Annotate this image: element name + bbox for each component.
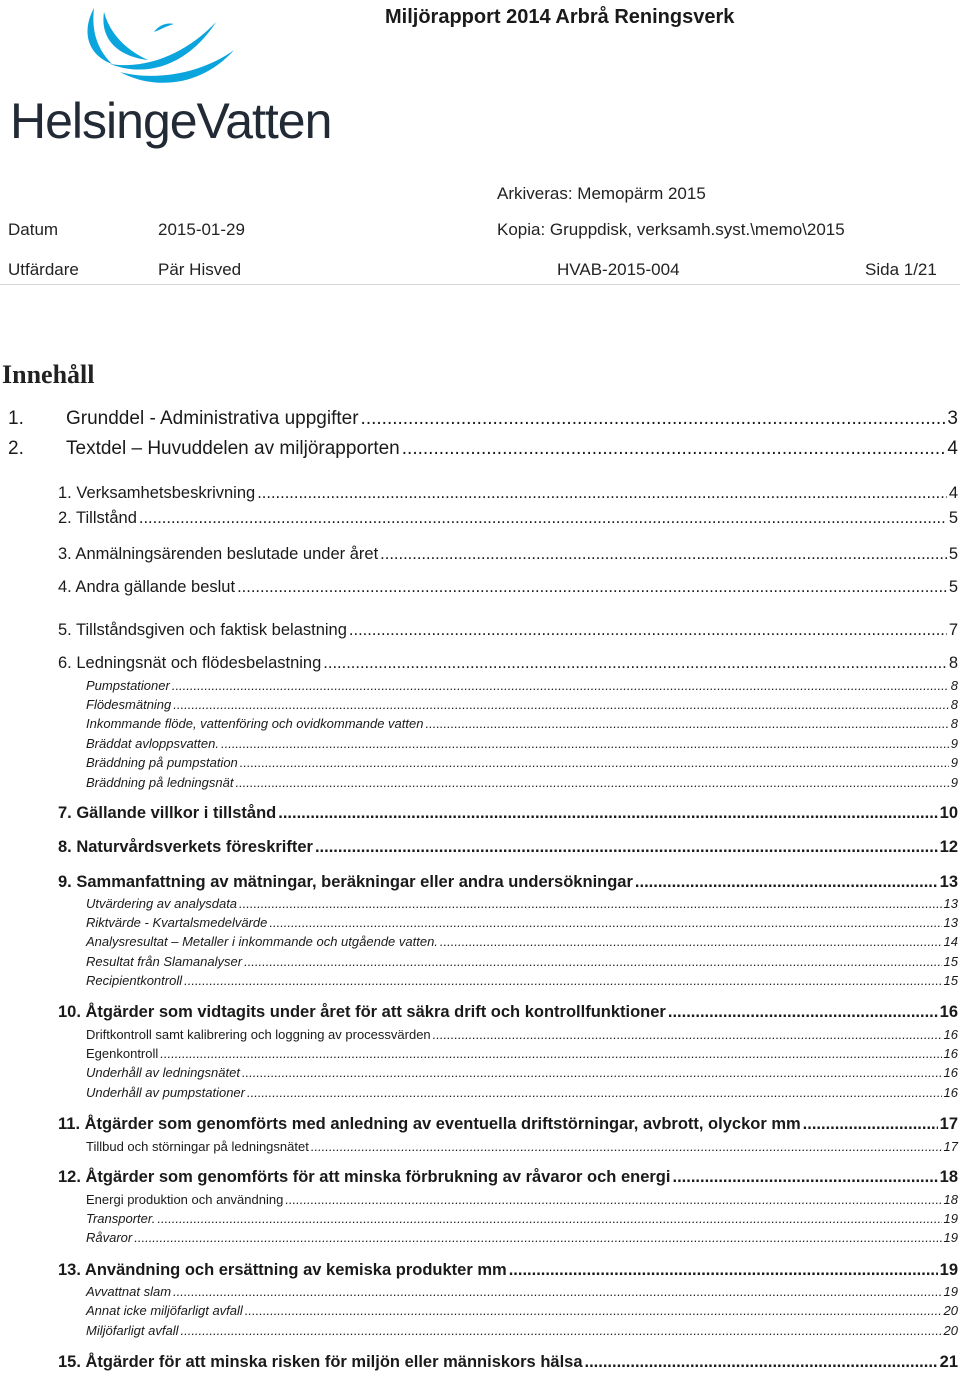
toc-entry[interactable] (86, 973, 958, 988)
toc-entry-number: 2. (8, 438, 24, 459)
toc-entry-page: 13 (943, 915, 958, 930)
toc-entry-page: 13 (943, 896, 958, 911)
toc-entry-number: 1. (8, 408, 24, 429)
toc-leader-dots (172, 678, 949, 693)
toc-entry[interactable] (58, 1261, 958, 1280)
toc-entry[interactable] (86, 1323, 958, 1338)
toc-entry-title: 8. Naturvårdsverkets föreskrifter (58, 838, 313, 856)
toc-entry-title: Egenkontroll (86, 1046, 159, 1061)
toc-entry-page: 16 (943, 1085, 958, 1100)
toc-leader-dots (349, 621, 947, 640)
toc-leader-dots (315, 838, 938, 857)
toc-entry-page: 3 (947, 408, 958, 429)
toc-entry-page: 5 (948, 578, 958, 596)
toc-entry-page: 9 (950, 736, 958, 751)
toc-leader-dots (239, 896, 942, 911)
toc-entry[interactable] (86, 1230, 958, 1245)
toc-entry-title: Grunddel - Administrativa uppgifter (66, 408, 359, 429)
toc-leader-dots (160, 1046, 941, 1061)
toc-leader-dots (247, 1085, 942, 1100)
toc-entry-title: 6. Ledningsnät och flödesbelastning (58, 654, 322, 672)
toc-entry-page: 9 (950, 775, 958, 790)
toc-entry[interactable] (86, 1139, 958, 1154)
toc-entry[interactable] (86, 775, 958, 790)
toc-entry-title: Energi produktion och användning (86, 1192, 284, 1207)
toc-entry-title: Recipientkontroll (86, 973, 183, 988)
toc-entry-title: 1. Verksamhetsbeskrivning (58, 484, 256, 502)
toc-entry[interactable] (58, 1353, 958, 1372)
toc-leader-dots (585, 1353, 938, 1372)
issuer-label: Utfärdare (8, 260, 79, 279)
toc-entry[interactable] (86, 1085, 958, 1100)
toc-entry-page: 20 (943, 1303, 958, 1318)
toc-entry-page: 19 (943, 1284, 958, 1299)
toc-entry[interactable] (86, 1065, 958, 1080)
toc-entry-page: 8 (950, 678, 958, 693)
toc-entry-page: 19 (943, 1230, 958, 1245)
toc-leader-dots (509, 1261, 938, 1280)
toc-entry[interactable] (86, 1027, 958, 1042)
toc-entry-title: Analysresultat – Metaller i inkommande och utgående vatten. (86, 934, 438, 949)
toc-entry[interactable] (86, 1284, 958, 1299)
toc-leader-dots (635, 873, 938, 892)
toc-entry-title: 2. Tillstånd (58, 509, 137, 527)
header-divider (0, 284, 960, 285)
toc-entry-page: 4 (948, 484, 958, 502)
toc-leader-dots (323, 654, 947, 673)
toc-leader-dots (285, 1192, 941, 1207)
toc-entry-title: 12. Åtgärder som genomförts för att minska förbrukning av råvaror och energi (58, 1168, 671, 1186)
helsingevatten-logo (8, 2, 338, 150)
toc-entry-title: Flödesmätning (86, 697, 172, 712)
toc-entry[interactable] (86, 716, 958, 731)
toc-entry-page: 19 (939, 1261, 958, 1279)
toc-entry-title: Underhåll av ledningsnätet (86, 1065, 240, 1080)
toc-leader-dots (803, 1115, 938, 1134)
toc-entry-page: 12 (939, 838, 958, 856)
toc-entry[interactable] (86, 697, 958, 712)
toc-leader-dots (380, 545, 947, 564)
toc-heading: Innehåll (2, 360, 95, 389)
toc-entry-page: 15 (943, 973, 958, 988)
toc-entry-page: 8 (948, 654, 958, 672)
toc-entry-title: 11. Åtgärder som genomförts med anledning av eventuella driftstörningar, avbrott, olyckor mm (58, 1115, 801, 1133)
toc-entry-page: 16 (943, 1027, 958, 1042)
toc-entry[interactable] (58, 545, 958, 564)
issuer-value: Pär Hisved (158, 260, 242, 279)
toc-entry-page: 16 (943, 1065, 958, 1080)
toc-leader-dots (244, 954, 941, 969)
toc-entry-title: Inkommande flöde, vattenföring och ovidkommande vatten (86, 716, 424, 731)
toc-entry-page: 5 (948, 545, 958, 563)
toc-entry-title: 5. Tillståndsgiven och faktisk belastning (58, 621, 347, 639)
toc-entry-page: 7 (948, 621, 958, 639)
toc-leader-dots (139, 509, 947, 528)
date-value: 2015-01-29 (158, 220, 245, 239)
toc-entry-page: 18 (939, 1168, 958, 1186)
toc-entry-title: 13. Användning och ersättning av kemiska produkter mm (58, 1261, 507, 1279)
toc-entry[interactable] (86, 1211, 958, 1226)
toc-entry[interactable] (58, 873, 958, 892)
document-id: HVAB-2015-004 (557, 260, 680, 279)
toc-entry-page: 21 (939, 1353, 958, 1371)
toc-entry[interactable] (86, 1192, 958, 1207)
svg-text:HelsingeVatten: HelsingeVatten (10, 93, 332, 149)
toc-entry-title: Avvattnat slam (86, 1284, 172, 1299)
toc-entry-page: 16 (939, 1003, 958, 1021)
toc-entry[interactable] (58, 621, 958, 640)
toc-entry[interactable] (86, 934, 958, 949)
toc-entry[interactable] (86, 1046, 958, 1061)
toc-leader-dots (672, 1168, 937, 1187)
toc-entry-title: Driftkontroll samt kalibrering och loggning av processvärden (86, 1027, 431, 1042)
toc-entry[interactable] (58, 1115, 958, 1134)
toc-entry[interactable] (86, 736, 958, 751)
date-label: Datum (8, 220, 59, 239)
toc-entry-title: Underhåll av pumpstationer (86, 1085, 245, 1100)
toc-entry-title: 10. Åtgärder som vidtagits under året för att säkra drift och kontrollfunktioner (58, 1003, 666, 1021)
toc-entry-title: Bräddning på ledningsnät (86, 775, 234, 790)
toc-entry-page: 16 (943, 1046, 958, 1061)
toc-entry[interactable] (58, 484, 958, 503)
toc-entry-page: 4 (947, 438, 958, 459)
toc-leader-dots (184, 973, 941, 988)
toc-entry-title: Annat icke miljöfarligt avfall (86, 1303, 243, 1318)
toc-leader-dots (402, 438, 946, 460)
toc-entry-page: 17 (939, 1115, 958, 1133)
toc-entry-title: Tillbud och störningar på ledningsnätet (86, 1139, 309, 1154)
toc-entry-title: Pumpstationer (86, 678, 170, 693)
toc-entry-title: 4. Andra gällande beslut (58, 578, 236, 596)
page-indicator: Sida 1/21 (865, 260, 937, 279)
toc-leader-dots (173, 1284, 942, 1299)
toc-entry-page: 18 (943, 1192, 958, 1207)
toc-entry-page: 19 (943, 1211, 958, 1226)
toc-entry[interactable] (58, 1168, 958, 1187)
toc-entry[interactable] (58, 654, 958, 673)
toc-entry-page: 20 (943, 1323, 958, 1338)
toc-entry-title: Bräddat avloppsvatten. (86, 736, 219, 751)
toc-entry-page: 17 (943, 1139, 958, 1154)
toc-leader-dots (278, 804, 937, 823)
toc-entry-title: Riktvärde - Kvartalsmedelvärde (86, 915, 268, 930)
toc-entry-title: Miljöfarligt avfall (86, 1323, 179, 1338)
toc-entry-page: 8 (950, 716, 958, 731)
toc-leader-dots (440, 934, 942, 949)
toc-entry[interactable] (86, 896, 958, 911)
toc-entry-page: 15 (943, 954, 958, 969)
toc-entry[interactable] (8, 408, 958, 430)
toc-entry[interactable] (86, 678, 958, 693)
toc-entry-title: Råvaror (86, 1230, 133, 1245)
toc-leader-dots (257, 484, 947, 503)
toc-leader-dots (134, 1230, 941, 1245)
document-title: Miljörapport 2014 Arbrå Reningsverk (385, 6, 735, 28)
toc-entry-title: Textdel – Huvuddelen av miljörapporten (66, 438, 400, 459)
toc-leader-dots (237, 578, 947, 597)
toc-entry-title: 15. Åtgärder för att minska risken för miljön eller människors hälsa (58, 1353, 583, 1371)
toc-entry[interactable] (58, 578, 958, 597)
toc-entry-title: Utvärdering av analysdata (86, 896, 238, 911)
toc-leader-dots (245, 1303, 942, 1318)
toc-entry-title: Transporter. (86, 1211, 156, 1226)
water-bird-icon (88, 8, 234, 83)
toc-entry-page: 13 (939, 873, 958, 891)
toc-leader-dots (180, 1323, 941, 1338)
toc-leader-dots (235, 775, 948, 790)
toc-entry-page: 5 (948, 509, 958, 527)
toc-leader-dots (240, 755, 949, 770)
toc-leader-dots (173, 697, 948, 712)
toc-entry-title: 3. Anmälningsärenden beslutade under året (58, 545, 379, 563)
toc-leader-dots (425, 716, 948, 731)
toc-entry[interactable] (58, 838, 958, 857)
toc-entry-page: 8 (950, 697, 958, 712)
toc-leader-dots (361, 408, 946, 430)
toc-entry-page: 14 (943, 934, 958, 949)
toc-leader-dots (269, 915, 941, 930)
toc-entry[interactable] (58, 804, 958, 823)
toc-entry[interactable] (86, 954, 958, 969)
archive-note: Arkiveras: Memopärm 2015 (497, 184, 706, 203)
toc-leader-dots (668, 1003, 938, 1022)
toc-entry-title: Bräddning på pumpstation (86, 755, 238, 770)
toc-leader-dots (433, 1027, 942, 1042)
toc-leader-dots (157, 1211, 941, 1226)
copy-note: Kopia: Gruppdisk, verksamh.syst.\memo\2015 (497, 220, 845, 239)
toc-entry[interactable] (58, 509, 958, 528)
toc-entry[interactable] (86, 1303, 958, 1318)
toc-entry[interactable] (86, 755, 958, 770)
toc-entry-title: 9. Sammanfattning av mätningar, beräkningar eller andra undersökningar (58, 873, 633, 891)
toc-entry[interactable] (8, 438, 958, 460)
toc-entry[interactable] (58, 1003, 958, 1022)
toc-leader-dots (242, 1065, 942, 1080)
toc-entry-title: Resultat från Slamanalyser (86, 954, 243, 969)
toc-entry-page: 9 (950, 755, 958, 770)
toc-leader-dots (311, 1139, 942, 1154)
toc-entry-title: 7. Gällande villkor i tillstånd (58, 804, 277, 822)
toc-leader-dots (221, 736, 949, 751)
toc-entry[interactable] (86, 915, 958, 930)
toc-entry-page: 10 (939, 804, 958, 822)
